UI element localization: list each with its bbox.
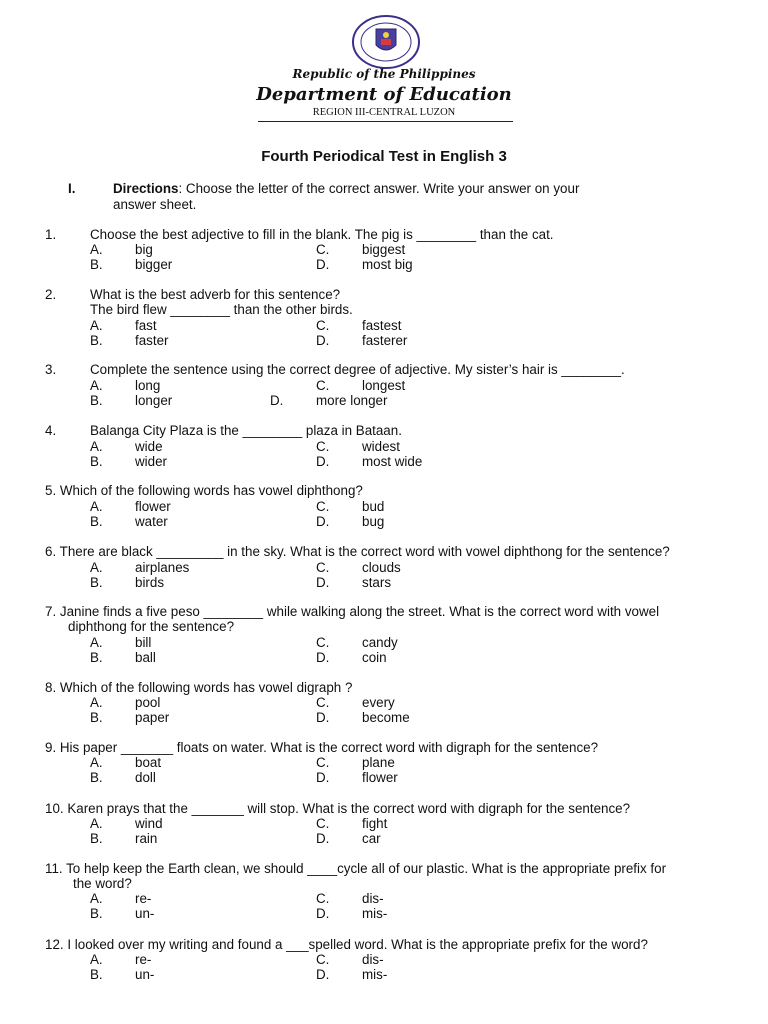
choice-option: bug bbox=[362, 514, 385, 529]
republic-heading: Republic of the Philippines bbox=[292, 67, 476, 81]
choice-letter: B. bbox=[90, 454, 103, 469]
question-text: 12. I looked over my writing and found a ___spelled word. What is the appropriate prefix for the word? bbox=[45, 937, 648, 952]
choice-letter: D. bbox=[316, 454, 330, 469]
choice-letter: C. bbox=[316, 242, 330, 257]
choice-option: longest bbox=[362, 378, 406, 393]
choice-letter: B. bbox=[90, 575, 103, 590]
choice-option: long bbox=[135, 378, 161, 393]
choice-option: rain bbox=[135, 831, 158, 846]
question-text: Complete the sentence using the correct degree of adjective. My sister’s hair is ________. bbox=[90, 362, 625, 377]
choice-letter: B. bbox=[90, 906, 103, 921]
region-heading: REGION III-CENTRAL LUZON bbox=[312, 107, 456, 118]
choice-letter: A. bbox=[90, 695, 103, 710]
choice-letter: B. bbox=[90, 393, 103, 408]
choice-option: become bbox=[362, 710, 410, 725]
question-text: 10. Karen prays that the _______ will stop. What is the correct word with digraph for the sentence? bbox=[45, 801, 631, 816]
choice-letter: D. bbox=[316, 906, 330, 921]
choice-letter: C. bbox=[316, 378, 330, 393]
choice-letter: B. bbox=[90, 967, 103, 982]
directions-line-1 bbox=[113, 181, 579, 196]
choice-letter: A. bbox=[90, 499, 103, 514]
choice-option: fast bbox=[135, 318, 157, 333]
choice-option: biggest bbox=[362, 242, 406, 257]
choice-option: candy bbox=[362, 635, 398, 650]
choice-option: fasterer bbox=[362, 333, 408, 348]
question-text: Balanga City Plaza is the ________ plaza in Bataan. bbox=[90, 423, 402, 438]
choice-option: wind bbox=[135, 816, 163, 831]
choice-option: flower bbox=[135, 499, 171, 514]
choice-letter: C. bbox=[316, 891, 330, 906]
choice-letter: A. bbox=[90, 242, 103, 257]
choice-letter: C. bbox=[316, 499, 330, 514]
choice-letter: C. bbox=[316, 816, 330, 831]
choice-option: faster bbox=[135, 333, 169, 348]
deped-seal bbox=[352, 15, 420, 69]
question-text-continued: diphthong for the sentence? bbox=[68, 619, 235, 634]
choice-option: flower bbox=[362, 770, 398, 785]
section-number: I. bbox=[68, 181, 76, 196]
choice-letter: A. bbox=[90, 560, 103, 575]
header-divider bbox=[258, 121, 513, 122]
choice-option: longer bbox=[135, 393, 173, 408]
choice-letter: B. bbox=[90, 257, 103, 272]
choice-option: ball bbox=[135, 650, 156, 665]
choice-letter: D. bbox=[316, 514, 330, 529]
choice-option: clouds bbox=[362, 560, 401, 575]
choice-option: wider bbox=[135, 454, 167, 469]
department-heading: Department of Education bbox=[256, 84, 512, 105]
choice-letter: A. bbox=[90, 891, 103, 906]
question-text: 9. His paper _______ floats on water. What is the correct word with digraph for the sentence? bbox=[45, 740, 599, 755]
choice-letter: A. bbox=[90, 439, 103, 454]
question-number: 4. bbox=[45, 423, 57, 438]
choice-letter: D. bbox=[316, 257, 330, 272]
choice-letter: D. bbox=[316, 770, 330, 785]
choice-option: mis- bbox=[362, 967, 388, 982]
choice-letter: A. bbox=[90, 378, 103, 393]
choice-option: most wide bbox=[362, 454, 423, 469]
choice-option: dis- bbox=[362, 952, 384, 967]
choice-letter: B. bbox=[90, 710, 103, 725]
choice-letter: C. bbox=[316, 560, 330, 575]
choice-option: car bbox=[362, 831, 381, 846]
choice-option: paper bbox=[135, 710, 170, 725]
choice-letter: D. bbox=[316, 710, 330, 725]
choice-option: un- bbox=[135, 967, 155, 982]
choice-letter: C. bbox=[316, 952, 330, 967]
choice-letter: B. bbox=[90, 333, 103, 348]
choice-letter: D. bbox=[316, 967, 330, 982]
choice-option: dis- bbox=[362, 891, 384, 906]
choice-letter: C. bbox=[316, 318, 330, 333]
question-text: 6. There are black _________ in the sky. What is the correct word with vowel diphthong for the sentence? bbox=[45, 544, 670, 559]
choice-option: big bbox=[135, 242, 153, 257]
choice-option: fastest bbox=[362, 318, 402, 333]
choice-letter: B. bbox=[90, 650, 103, 665]
question-text: 11. To help keep the Earth clean, we should ____cycle all of our plastic. What is the appropriate prefix for bbox=[45, 861, 667, 876]
choice-letter: D. bbox=[316, 333, 330, 348]
choice-option: mis- bbox=[362, 906, 388, 921]
choice-letter: B. bbox=[90, 514, 103, 529]
test-title: Fourth Periodical Test in English 3 bbox=[261, 148, 507, 165]
question-number: 1. bbox=[45, 227, 57, 242]
choice-option: bigger bbox=[135, 257, 173, 272]
choice-option: bud bbox=[362, 499, 385, 514]
directions-line-2: answer sheet. bbox=[113, 197, 197, 212]
question-text: 7. Janine finds a five peso ________ while walking along the street. What is the correct word with vowel bbox=[45, 604, 660, 619]
choice-option: un- bbox=[135, 906, 155, 921]
directions-text: : Choose the letter of the correct answer. Write your answer on your bbox=[178, 181, 580, 196]
question-text: What is the best adverb for this sentence? bbox=[90, 287, 341, 302]
choice-option: fight bbox=[362, 816, 388, 831]
choice-option: stars bbox=[362, 575, 392, 590]
directions-label: Directions bbox=[113, 181, 179, 196]
choice-option: more longer bbox=[316, 393, 388, 408]
choice-letter: D. bbox=[316, 575, 330, 590]
choice-option: plane bbox=[362, 755, 395, 770]
choice-option: wide bbox=[135, 439, 163, 454]
choice-letter: C. bbox=[316, 635, 330, 650]
choice-option: pool bbox=[135, 695, 161, 710]
choice-option: birds bbox=[135, 575, 165, 590]
choice-letter: C. bbox=[316, 755, 330, 770]
choice-option: boat bbox=[135, 755, 162, 770]
question-number: 3. bbox=[45, 362, 57, 377]
choice-letter: B. bbox=[90, 770, 103, 785]
choice-letter: D. bbox=[316, 831, 330, 846]
choice-letter: D. bbox=[316, 650, 330, 665]
choice-letter: A. bbox=[90, 952, 103, 967]
choice-letter: A. bbox=[90, 816, 103, 831]
question-text: Choose the best adjective to fill in the blank. The pig is ________ than the cat. bbox=[90, 227, 554, 242]
choice-option: every bbox=[362, 695, 395, 710]
choice-option: widest bbox=[362, 439, 400, 454]
choice-option: re- bbox=[135, 952, 152, 967]
choice-option: water bbox=[135, 514, 168, 529]
question-number: 2. bbox=[45, 287, 57, 302]
question-text-continued: The bird flew ________ than the other birds. bbox=[90, 302, 353, 317]
question-text: 5. Which of the following words has vowel diphthong? bbox=[45, 483, 363, 498]
choice-letter: A. bbox=[90, 318, 103, 333]
choice-option: re- bbox=[135, 891, 152, 906]
choice-letter: C. bbox=[316, 695, 330, 710]
choice-option: airplanes bbox=[135, 560, 190, 575]
choice-letter: A. bbox=[90, 755, 103, 770]
choice-letter: C. bbox=[316, 439, 330, 454]
choice-option: coin bbox=[362, 650, 387, 665]
choice-option: doll bbox=[135, 770, 156, 785]
question-text: 8. Which of the following words has vowel digraph ? bbox=[45, 680, 353, 695]
choice-letter: D. bbox=[270, 393, 284, 408]
choice-option: most big bbox=[362, 257, 413, 272]
choice-option: bill bbox=[135, 635, 152, 650]
question-text-continued: the word? bbox=[73, 876, 132, 891]
choice-letter: A. bbox=[90, 635, 103, 650]
choice-letter: B. bbox=[90, 831, 103, 846]
